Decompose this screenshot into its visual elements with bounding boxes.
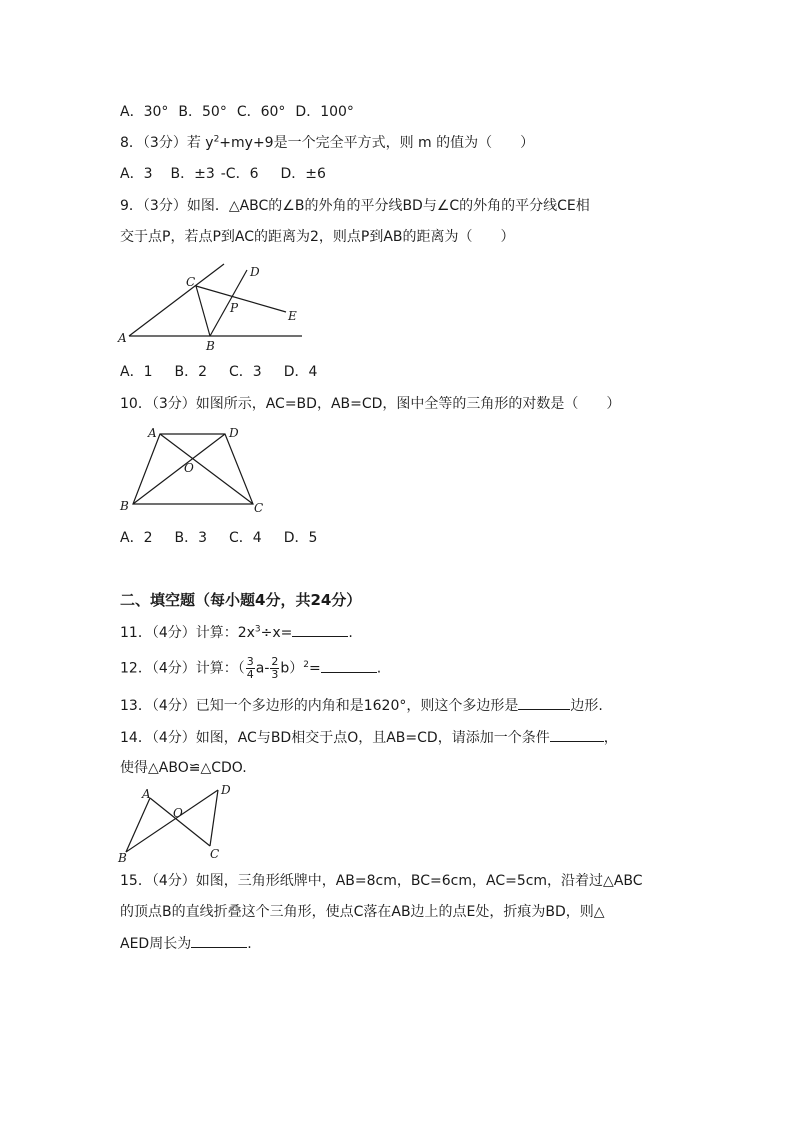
- q12-fraction-2: [270, 656, 279, 681]
- q9-line2: 交于点P，若点P到AC的距离为2，则点P到AB的距离为（ ）: [120, 229, 515, 245]
- q9-line-bd: [210, 270, 247, 336]
- q11-prefix: 11．（4分）计算：2x: [120, 625, 255, 641]
- q15-line2: 的顶点B的直线折叠这个三角形，使点C落在AB边上的点E处，折痕为BD，则△: [120, 904, 605, 920]
- q9-label-e: E: [288, 309, 297, 323]
- q10-figure: [118, 424, 273, 519]
- q12-question: [120, 656, 381, 681]
- q8-prefix: 8．（3分）若 y: [120, 135, 214, 151]
- q12-fraction-1-denominator: 4: [246, 668, 254, 681]
- q14-label-d: D: [221, 783, 231, 797]
- q14-label-c: C: [210, 847, 220, 861]
- q14-prefix: 14．（4分）如图，AC与BD相交于点O，且AB=CD，请添加一个条件: [120, 730, 550, 746]
- q10-label-d: D: [229, 426, 239, 440]
- q12-fraction-2-denominator: 3: [271, 668, 279, 681]
- q9-figure: [118, 262, 308, 352]
- q9-line1: 9．（3分）如图．△ABC的∠B的外角的平分线BD与∠C的外角的平分线CE相: [120, 198, 590, 214]
- q9-line-ac-extended: [129, 264, 224, 336]
- q12-fraction-2-numerator: 2: [271, 655, 279, 668]
- q14-figure: [118, 784, 238, 866]
- q13-answer-blank[interactable]: [518, 695, 570, 710]
- q8-suffix: +my+9是一个完全平方式，则 m 的值为（ ）: [219, 135, 535, 151]
- q8-option-b: B．±3: [170, 166, 215, 182]
- q9-line-cb: [196, 286, 210, 336]
- q7-option-b: B．50°: [178, 104, 227, 120]
- q9-option-c: C．3: [229, 364, 262, 380]
- q10-label-b: B: [120, 499, 129, 513]
- q11-answer-blank[interactable]: [292, 622, 348, 637]
- q8-option-a: A．3: [120, 166, 153, 182]
- q14-label-b: B: [118, 851, 127, 865]
- q8-option-c: C．6: [225, 166, 259, 182]
- q15-line1: 15．（4分）如图，三角形纸牌中，AB=8cm，BC=6cm，AC=5cm，沿着过△ABC: [120, 873, 643, 889]
- q9-label-d: D: [250, 265, 260, 279]
- q10-options: [120, 528, 339, 548]
- section2-heading: 二、填空题（每小题4分，共24分）: [120, 591, 362, 609]
- q12-after: b）: [280, 660, 304, 677]
- q15-line3-suffix: .: [247, 936, 252, 952]
- q10-option-a: A．2: [120, 530, 153, 546]
- q10-option-b: B．3: [174, 530, 207, 546]
- q13-suffix: 边形.: [570, 698, 603, 714]
- q14-line2: 使得△ABO≌△CDO.: [120, 760, 247, 776]
- q12-suffix: .: [376, 660, 382, 677]
- q14-label-o: O: [173, 806, 183, 820]
- q7-option-a: A．30°: [120, 104, 169, 120]
- q15-line3-prefix: AED周长为: [120, 936, 192, 952]
- q9-option-b: B．2: [174, 364, 207, 380]
- q12-sup: 2: [303, 659, 309, 670]
- q10-label-a: A: [148, 426, 157, 440]
- q11-question: [120, 622, 353, 643]
- q7-options: [120, 102, 376, 122]
- q15-answer-blank[interactable]: [191, 933, 247, 948]
- q10-option-c: C．4: [229, 530, 262, 546]
- q10-option-d: D．5: [283, 530, 318, 546]
- q7-option-d: D．100°: [295, 104, 354, 120]
- q10-question: 10．（3分）如图所示，AC=BD，AB=CD，图中全等的三角形的对数是（ ）: [120, 396, 621, 412]
- q10-label-c: C: [254, 501, 264, 515]
- q9-label-a: A: [118, 331, 127, 345]
- q14-suffix: ，: [603, 730, 618, 746]
- q9-label-p: P: [230, 301, 239, 315]
- q9-label-b: B: [206, 339, 215, 353]
- q13-question: [120, 695, 603, 716]
- q15-line3: [120, 933, 252, 954]
- q12-prefix: 12．（4分）计算：（: [120, 660, 245, 677]
- q9-option-d: D．4: [283, 364, 318, 380]
- q12-mid: a-: [255, 660, 270, 677]
- q9-label-c: C: [186, 275, 196, 289]
- q12-fraction-1: [246, 656, 255, 681]
- q11-sup: 3: [254, 624, 261, 635]
- q8-option-d: D．±6: [280, 166, 326, 182]
- q8-option-sep: -: [220, 166, 226, 182]
- q12-answer-blank[interactable]: [321, 658, 377, 673]
- q12-fraction-1-numerator: 3: [246, 655, 254, 668]
- q11-suffix: .: [348, 625, 353, 641]
- q9-option-a: A．1: [120, 364, 153, 380]
- q8-options: [120, 164, 348, 184]
- q14-question: [120, 727, 618, 748]
- q13-prefix: 13．（4分）已知一个多边形的内角和是1620°，则这个多边形是: [120, 698, 519, 714]
- q14-label-a: A: [142, 787, 151, 801]
- q10-label-o: O: [184, 461, 194, 475]
- q8-sup: 2: [213, 134, 220, 145]
- q8-question: [120, 133, 534, 153]
- q9-options: [120, 362, 339, 382]
- q11-mid: ÷x=: [260, 625, 293, 641]
- q14-line-dc: [210, 790, 218, 846]
- q7-option-c: C．60°: [236, 104, 286, 120]
- q9-line-ce: [196, 286, 286, 312]
- q14-answer-blank[interactable]: [550, 727, 604, 742]
- q12-eq: =: [309, 660, 321, 677]
